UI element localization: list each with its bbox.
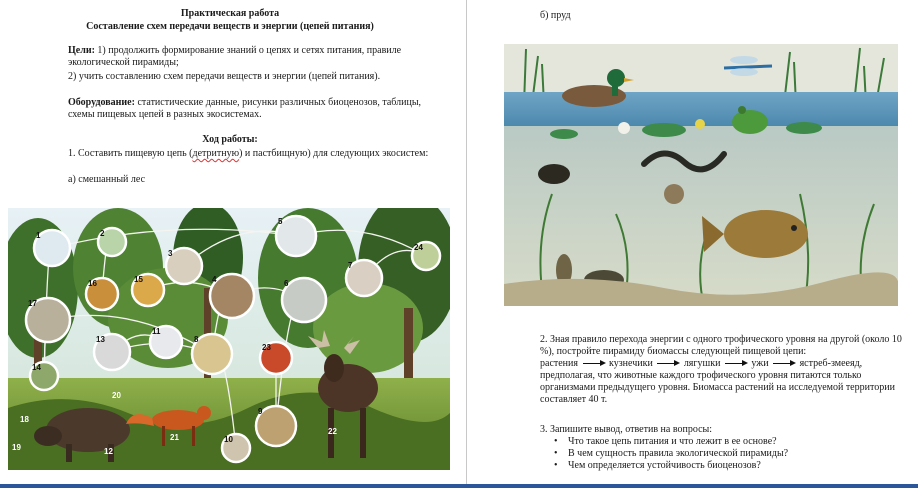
organism-medallion — [170, 433, 179, 442]
medallion-number: 4 — [212, 275, 217, 284]
medallion-number: 24 — [414, 243, 423, 252]
right-page — [476, 0, 918, 484]
chain-arrow-icon — [771, 359, 797, 369]
medallion-number: 11 — [152, 327, 161, 336]
organism-medallion — [94, 334, 130, 370]
item-a: а) смешанный лес — [68, 174, 146, 185]
medallion-number: 3 — [168, 249, 173, 258]
medallion-circle — [210, 274, 254, 318]
medallion-number: 19 — [12, 443, 21, 452]
medallion-number: 23 — [262, 343, 271, 352]
chain-arrow-icon — [723, 359, 749, 369]
chain-frogs: лягушки — [683, 358, 721, 369]
chain-eagle: ястреб-змееяд, — [799, 358, 863, 369]
medallion-number: 14 — [32, 363, 41, 372]
medallion-number: 12 — [104, 447, 113, 456]
task-1-start: 1. Составить пищевую цепь ( — [68, 148, 193, 159]
chain-snakes: ужи — [751, 358, 769, 369]
goal-1: 1) продолжить формирование знаний о цепях и сетях питания, правиле экологической пирамиды; — [68, 45, 402, 68]
organism-medallion — [104, 447, 113, 456]
chain-arrow-icon — [655, 359, 681, 369]
medallion-number: 13 — [96, 335, 105, 344]
left-page — [0, 0, 460, 484]
medallion-number: 7 — [348, 261, 353, 270]
organism-medallion — [192, 334, 232, 374]
organism-medallion — [98, 228, 126, 256]
medallion-number: 5 — [278, 217, 283, 226]
page-subtitle: Составление схем передачи веществ и энергии (цепей питания) — [86, 21, 374, 32]
goal-2: 2) учить составлению схем передачи веществ и энергии (цепей питания). — [68, 71, 381, 82]
task-1 — [68, 148, 432, 160]
organism-medallion — [86, 278, 118, 310]
procedure-heading: Ход работы: — [202, 134, 258, 145]
page-title: Практическая работа — [180, 8, 280, 19]
organism-medallion — [34, 230, 70, 266]
task-3: 3. Запишите вывод, ответив на вопросы: — [540, 424, 713, 435]
organism-medallion — [20, 415, 29, 424]
medallion-number: 1 — [36, 231, 41, 240]
equipment-text: статистические данные, рисунки различных биоценозов, таблицы, схемы пищевых цепей в разных экосистемах. — [68, 97, 422, 120]
chain-arrow-icon — [581, 359, 607, 369]
organism-medallion — [256, 406, 296, 446]
item-b: б) пруд — [540, 10, 571, 21]
goals-label: Цели: — [68, 45, 95, 56]
organism-medallion — [210, 274, 254, 318]
organism-medallion — [132, 274, 164, 306]
organism-medallion — [222, 434, 250, 462]
organism-medallion — [166, 248, 202, 284]
page-divider — [466, 0, 467, 484]
organism-medallion — [276, 216, 316, 256]
organism-medallion — [282, 278, 326, 322]
medallion-number: 15 — [134, 275, 143, 284]
organism-medallion — [12, 443, 21, 452]
question-item: • Что такое цепь питания и что лежит в ее основе? — [540, 436, 910, 448]
task-1-end: ) и пастбищную) для следующих экосистем: — [239, 148, 429, 159]
forest-food-web-drawing — [8, 208, 450, 470]
goals-paragraph — [68, 45, 438, 69]
medallion-number: 20 — [112, 391, 121, 400]
questions-list — [540, 436, 910, 472]
pond-ecosystem-image — [504, 44, 898, 306]
equipment-paragraph — [68, 97, 438, 121]
medallion-number: 8 — [194, 335, 199, 344]
organism-medallion — [150, 326, 182, 358]
organism-medallion — [260, 342, 292, 374]
medallion-number: 2 — [100, 229, 105, 238]
organism-medallion — [112, 391, 121, 400]
spellcheck-word[interactable]: детритную — [192, 148, 240, 159]
chain-grasshoppers: кузнечики — [609, 358, 653, 369]
medallion-number: 22 — [328, 427, 337, 436]
medallion-number: 9 — [258, 407, 263, 416]
medallion-number: 17 — [28, 299, 37, 308]
question-item: • В чем сущность правила экологической пирамиды? — [540, 448, 910, 460]
organism-medallion — [26, 298, 70, 342]
pond-ecosystem-drawing — [504, 44, 898, 306]
medallion-number: 16 — [88, 279, 97, 288]
organism-medallion — [30, 362, 58, 390]
task-2-rest: предполагая, что животные каждого трофического уровня питаются только организмами предыдущего уровня. Биомасса растений на исследуемой территории составляет 40 т. — [540, 370, 895, 405]
status-strip — [0, 484, 918, 488]
task-2: 2. Зная правило перехода энергии с одного трофического уровня на другой (около 10 %), постройте пирамиду биомассы следующей пищевой цепи: — [540, 334, 902, 357]
organism-medallion — [328, 427, 337, 436]
medallion-number: 6 — [284, 279, 289, 288]
medallion-number: 18 — [20, 415, 29, 424]
equipment-label: Оборудование: — [68, 97, 135, 108]
medallion-circle — [282, 278, 326, 322]
question-item: • Чем определяется устойчивость биоценозов? — [540, 460, 910, 472]
medallion-number: 10 — [224, 435, 233, 444]
chain-plants: растения — [540, 358, 578, 369]
food-chain — [540, 358, 862, 370]
forest-food-web-image — [8, 208, 450, 470]
organism-medallion — [346, 260, 382, 296]
organism-medallion — [412, 242, 440, 270]
medallion-number: 21 — [170, 433, 179, 442]
